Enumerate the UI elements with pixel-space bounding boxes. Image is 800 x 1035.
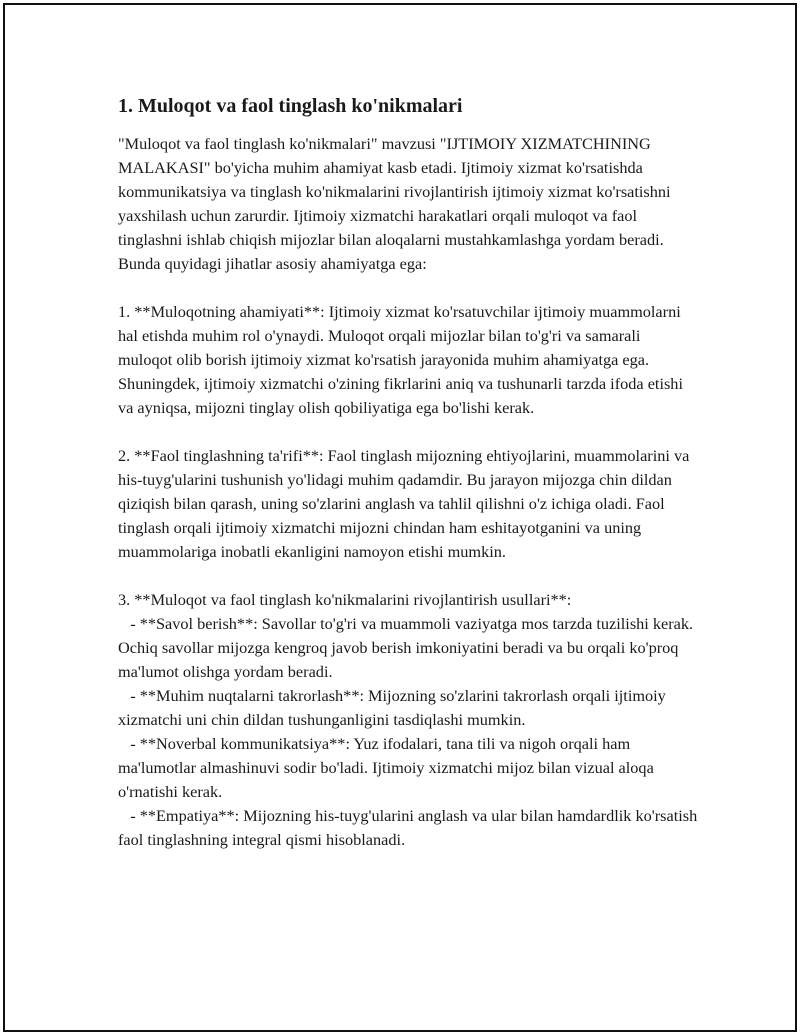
list-item-2: 2. **Faol tinglashning ta'rifi**: Faol tinglash mijozning ehtiyojlarini, muammolarini va his-tuyg'ularini tushunish yo'lidagi muhim qadamdir. Bu jarayon mijozga chin dildan qiziqish bilan qarash, uning so'zlarini anglash va tahlil qilishni o'z ichiga oladi. Faol tinglash orqali ijtimoiy xizmatchi mijozni chindan ham eshitayotganini va uning muammolariga inobatli ekanligini namoyon etishi mumkin. xyxy=(118,446,690,561)
paragraph-spacer xyxy=(118,420,698,444)
sub-item-takrorlash: - **Muhim nuqtalarni takrorlash**: Mijozning so'zlarini takrorlash orqali ijtimoiy xizmatchi uni chin dildan tushunganligini tasdiqlashi mumkin. xyxy=(118,686,666,729)
sub-item-savol-berish: - **Savol berish**: Savollar to'g'ri va muammoli vaziyatga mos tarzda tuzilishi kerak. Ochiq savollar mijozga kengroq javob berish imkoniyatini beradi va bu orqali ko'proq ma'lumot olishga yordam beradi. xyxy=(118,614,694,681)
list-item-1: 1. **Muloqotning ahamiyati**: Ijtimoiy xizmat ko'rsatuvchilar ijtimoiy muammolarni hal etishda muhim rol o'ynaydi. Muloqot orqali mijozlar bilan to'g'ri va samarali muloqot olib borish ijtimoiy xizmat ko'rsatish jarayonida muhim ahamiyatga ega. Shuningdek, ijtimoiy xizmatchi o'zining fikrlarini aniq va tushunarli tarzda ifoda etishi va ayniqsa, mijozni tinglay olish qobiliyatiga ega bo'lishi kerak. xyxy=(118,302,683,417)
paragraph-spacer xyxy=(118,564,698,588)
section-heading: 1. Muloqot va faol tinglash ko'nikmalari xyxy=(118,95,463,117)
paragraph-spacer xyxy=(118,276,698,300)
sub-item-noverbal: - **Noverbal kommunikatsiya**: Yuz ifodalari, tana tili va nigoh orqali ham ma'lumotlar almashinuvi sodir bo'ladi. Ijtimoiy xizmatchi mijoz bilan vizual aloqa o'rnatishi kerak. xyxy=(118,734,654,801)
document-body xyxy=(118,92,698,852)
intro-paragraph: "Muloqot va faol tinglash ko'nikmalari" mavzusi "IJTIMOIY XIZMATCHINING MALAKASI" bo'yicha muhim ahamiyat kasb etadi. Ijtimoiy xizmat ko'rsatishda kommunikatsiya va tinglash ko'nikmalarini rivojlantirish ijtimoiy xizmat ko'rsatishni yaxshilash uchun zarurdir. Ijtimoiy xizmatchi harakatlari orqali muloqot va faol tinglashni ishlab chiqish mijozlar bilan aloqalarni mustahkamlashga yordam beradi. Bunda quyidagi jihatlar asosiy ahamiyatga ega: xyxy=(118,134,671,273)
sub-item-empatiya: - **Empatiya**: Mijozning his-tuyg'ularini anglash va ular bilan hamdardlik ko'rsatish faol tinglashning integral qismi hisoblanadi. xyxy=(118,806,698,849)
list-item-3-title: 3. **Muloqot va faol tinglash ko'nikmalarini rivojlantirish usullari**: xyxy=(118,590,572,609)
